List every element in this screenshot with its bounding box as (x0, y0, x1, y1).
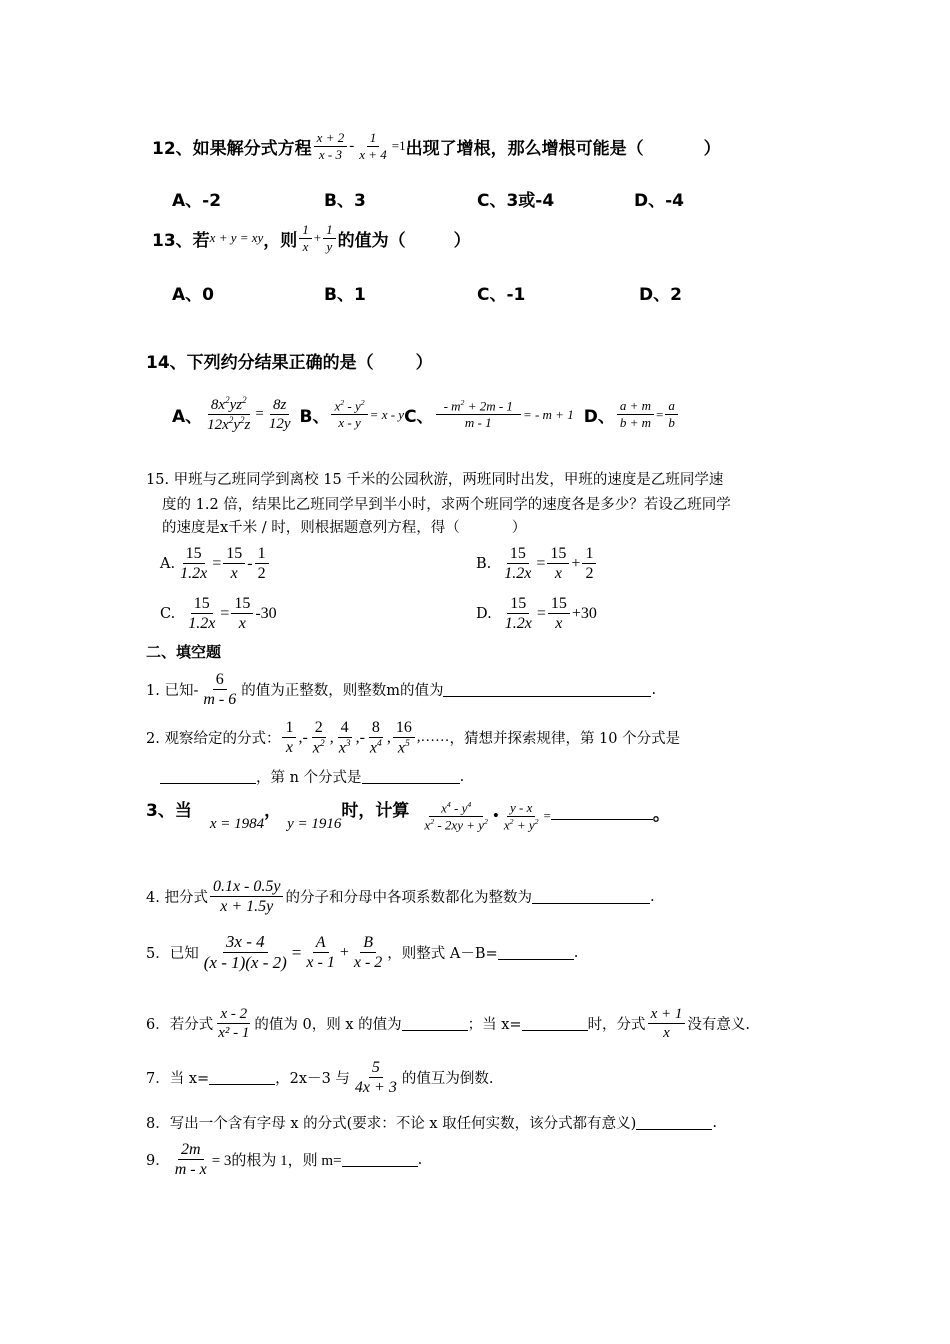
q15-option-b[interactable]: B. $\frac{15}{1.2x}$ = $\frac{15}{x}$ + $\frac{1}{2}$ (476, 544, 598, 583)
q13-option-a[interactable]: A、0 (172, 285, 214, 305)
fill-6-blank-1[interactable] (402, 1016, 468, 1031)
q14-stem (146, 348, 433, 373)
fill-7-mid: ，2x－3 与 (275, 1071, 350, 1088)
q15-line-3-text: 的速度是x千米 / 时，则根据题意列方程，得（ (162, 520, 460, 536)
fill-8 (146, 1112, 717, 1133)
fill-4 (146, 877, 655, 916)
fill-6-mid2: ；当 x= (467, 1017, 522, 1033)
fill-7-suffix: 的值互为倒数. (401, 1071, 494, 1088)
q14-close: ） (415, 353, 433, 373)
q14-option-c-lhs: $\frac{- m^2 + 2m - 1}{m - 1}$ (436, 398, 521, 431)
fill-5-fraction-lhs: $\frac{3x - 4}{(x - 1)(x - 2)}$ (203, 932, 287, 973)
q12-options (172, 186, 684, 211)
q12-fraction-2: $\frac{1}{x + 4}$ (359, 130, 387, 162)
q14-option-d-lhs: $\frac{a + m}{b + m}$ (617, 398, 654, 430)
fill-6-fraction-2: $\frac{x + 1}{x}$ (648, 1005, 686, 1042)
q13-prefix: 13、若 (152, 230, 210, 251)
fill-2-line2-text: ，第 n 个分式是 (256, 770, 362, 786)
q15-line-3 (162, 516, 526, 537)
fill-9 (146, 1140, 422, 1179)
q12-prefix: 12、如果解分式方程 (152, 138, 312, 159)
q13-close: ） (453, 230, 471, 251)
fill-5-end: . (573, 944, 579, 961)
q15-d-frac-2: $\frac{15}{x}$ (548, 594, 570, 633)
fill-1-fraction: $\frac{6}{m - 6}$ (203, 671, 237, 709)
fill-4-fraction: $\frac{0.1x - 0.5y}{x + 1.5y}$ (210, 877, 284, 916)
fill-6-blank-2[interactable] (522, 1016, 588, 1031)
q13-line (152, 222, 471, 254)
fill-9-blank[interactable] (342, 1152, 418, 1167)
fill-6-mid1: 的值为 0，则 x 的值为 (254, 1017, 402, 1033)
q14-stem-text: 14、下列约分结果正确的是（ (146, 353, 374, 373)
q15-c-frac-2: $\frac{15}{x}$ (231, 594, 253, 633)
fill-9-prefix: 9． (146, 1153, 170, 1170)
fill-2-term-1: $\frac{1}{x}$ (282, 718, 296, 757)
fill-3-prefix: 3、当 (146, 800, 192, 821)
dot-operator: • (492, 806, 499, 826)
fill-3-blank[interactable] (551, 805, 653, 820)
q14-option-b-lhs: $\frac{x^2 - y^2}{x - y}$ (331, 398, 367, 431)
fill-3-fraction-1: $\frac{x^4 - y^4}{x^2 - 2xy + y^2}$ (424, 800, 488, 833)
q13-plus: + (313, 230, 322, 246)
q13-mid: ，则 (263, 230, 298, 251)
fill-2-prefix: 2. 观察给定的分式： (146, 731, 281, 748)
fill-5-prefix: 5．已知 (146, 946, 199, 963)
q12-fraction-1: $\frac{x + 2}{x - 3}$ (314, 130, 348, 162)
fill-5-blank[interactable] (498, 945, 574, 960)
q15-option-c[interactable]: C. $\frac{15}{1.2x}$ = $\frac{15}{x}$ - 30 (160, 595, 277, 633)
fill-6-fraction-1: $\frac{x - 2}{\text{x² - 1}}$ (218, 1006, 250, 1041)
q15-b-frac-3: $\frac{1}{2}$ (582, 544, 596, 583)
fill-2: 2. 观察给定的分式： $\frac{1}{x}$ ,- $\frac{2}{x^2}$ , $\frac{4}{x^3}$ ,- $\frac{8}{x^4}$ , $\frac{16}{x^5}$ ,…… ，猜想并探索规律，第 10 个分式是 (146, 719, 681, 757)
fill-5-fraction-a: $\frac{A}{x - 1}$ (306, 934, 335, 972)
q15-line-1: 15. 甲班与乙班同学到离校 15 千米的公园秋游，两班同时出发，甲班的速度是乙班同学速 (146, 472, 724, 488)
fill-7 (146, 1058, 493, 1097)
fill-9-mid: = 3的根为 1，则 m= (211, 1153, 342, 1170)
fill-2-ellipsis: ,…… (416, 729, 450, 746)
fill-1 (146, 670, 656, 709)
fill-1-end: . (651, 681, 657, 698)
fill-1-prefix: 1. 已知- (146, 683, 199, 700)
section-title: 二、填空题 (146, 643, 222, 661)
q12-close: ） (703, 138, 721, 159)
q13-option-d[interactable]: D、2 (639, 285, 682, 305)
q15-a-frac-3: $\frac{1}{2}$ (255, 544, 269, 583)
fill-2-blank-2[interactable] (362, 769, 460, 784)
q12-option-c[interactable]: C、3或-4 (477, 191, 555, 211)
fill-3-end: 。 (652, 804, 670, 825)
q15-a-frac-2: $\frac{15}{x}$ (223, 544, 245, 583)
q14-option-a-rhs: $\frac{8z}{12y}$ (268, 397, 291, 432)
q13-suffix: 的值为（ (337, 230, 406, 251)
q15-option-d-label: D. (476, 605, 492, 622)
q14-option-a-label[interactable]: A、 (172, 407, 203, 427)
q15-option-a[interactable]: A. $\frac{15}{1.2x}$ = $\frac{15}{x}$ - $\frac{1}{2}$ (160, 544, 271, 583)
fill-4-blank[interactable] (532, 889, 650, 904)
fill-7-blank[interactable] (209, 1070, 275, 1085)
fill-2-end: . (459, 768, 465, 785)
fill-9-end: . (417, 1151, 423, 1168)
q15-option-d[interactable]: D. $\frac{15}{1.2x}$ = $\frac{15}{x}$ + 30 (476, 595, 597, 633)
q12-minus: - (349, 137, 355, 154)
q14-option-d-rhs: $\frac{a}{b}$ (665, 398, 678, 430)
q12-option-b[interactable]: B、3 (324, 191, 366, 211)
q12-line (152, 130, 721, 162)
q15-b-frac-1: $\frac{15}{1.2x}$ (504, 545, 532, 583)
fill-8-end: . (712, 1114, 717, 1131)
q14-option-a-lhs: $\frac{8x^2yz^2}{12x^2y^2z}$ (207, 395, 251, 433)
q13-fraction-1: $\frac{1}{x}$ (299, 222, 312, 254)
fill-4-suffix: 的分子和分母中各项系数都化为整数为 (285, 890, 532, 907)
q14-option-b-label[interactable]: B、 (299, 407, 330, 427)
q14-option-c-rhs: = - m + 1 (522, 406, 574, 422)
fill-4-end: . (649, 888, 655, 905)
q13-option-b[interactable]: B、1 (324, 285, 366, 305)
fill-2-suffix: ，猜想并探索规律，第 10 个分式是 (449, 731, 681, 748)
fill-3-y-value: y = 1916 (287, 815, 342, 832)
fill-2-term-2: $\frac{2}{x^2}$ (312, 719, 325, 757)
q13-fraction-2: $\frac{1}{y}$ (323, 222, 336, 254)
fill-5: 5．已知 $\frac{3x - 4}{(x - 1)(x - 2)}$ = $\frac{A}{x - 1}$ + $\frac{B}{x - 2}$ ，则整式 A－B= . (146, 932, 579, 973)
q15-b-frac-2: $\frac{15}{x}$ (547, 544, 569, 583)
q13-option-c[interactable]: C、-1 (477, 285, 526, 305)
fill-7-prefix: 7．当 x= (146, 1071, 210, 1088)
q15-line-2: 度的 1.2 倍，结果比乙班同学早到半小时，求两个班同学的速度各是多少？若设乙班同学 (162, 497, 731, 513)
fill-2-term-3: $\frac{4}{x^3}$ (338, 719, 351, 757)
q14-option-b-rhs: = x - y (369, 406, 405, 422)
fill-1-suffix: 的值为正整数，则整数m的值为 (241, 683, 444, 700)
fill-2-term-4: $\frac{8}{x^4}$ (369, 719, 382, 757)
fill-3-fraction-2: $\frac{y - x}{x^2 + y^2}$ (503, 800, 539, 833)
q12-equals: =1 (391, 138, 406, 154)
fill-2-term-5: $\frac{16}{x^5}$ (393, 718, 415, 758)
fill-8-blank[interactable] (636, 1115, 712, 1130)
fill-3: 3、当 x = 1984 ， y = 1916 时，计算 $\frac{x^4 - y^4}{x^2 - 2xy + y^2}$ • $\frac{y - x}{x^2 + y^2}$ = 。 (146, 800, 670, 833)
q14-options: A、 $\frac{8x^2yz^2}{12x^2y^2z}$ = $\frac{8z}{12y}$ B、 $\frac{x^2 - y^2}{x - y}$ = x - y C、 $\frac{- m^2 + 2m - 1}{m - 1}$ = - m + 1 D、 $\frac{a + m}{b + m}$ = $\frac{a}{b}$ (172, 395, 680, 434)
fill-2-line-2 (160, 766, 464, 787)
q15-option-a-label: A. (160, 555, 176, 572)
fill-6-mid3: 时，分式 (587, 1017, 646, 1033)
q13-condition: x + y = xy (209, 230, 264, 246)
fill-4-prefix: 4. 把分式 (146, 890, 208, 907)
fill-6-prefix: 6．若分式 (146, 1017, 214, 1033)
q15-close: ） (511, 520, 527, 536)
q14-option-c-label[interactable]: C、 (404, 407, 434, 427)
q15-option-c-label: C. (160, 605, 176, 622)
q15-d-frac-1: $\frac{15}{1.2x}$ (504, 595, 532, 633)
fill-1-blank[interactable] (443, 682, 651, 697)
q12-option-d[interactable]: D、-4 (634, 191, 684, 211)
fill-3-x-value: x = 1984 (209, 815, 265, 832)
q15-c-frac-1: $\frac{15}{1.2x}$ (188, 595, 216, 633)
fill-6-suffix: 没有意义. (687, 1017, 750, 1033)
fill-7-fraction: $\frac{5}{4x + 3}$ (354, 1059, 397, 1097)
fill-8-text: 8．写出一个含有字母 x 的分式(要求：不论 x 取任何实数，该分式都有意义) (146, 1116, 637, 1132)
fill-2-blank-1[interactable] (160, 769, 256, 784)
q12-option-a[interactable]: A、-2 (172, 191, 222, 211)
q12-suffix: 出现了增根，那么增根可能是（ (405, 138, 644, 159)
fill-3-mid: 时，计算 (341, 800, 410, 821)
fill-5-fraction-b: $\frac{B}{x - 2}$ (353, 934, 383, 972)
fill-9-fraction: $\frac{2m}{m - x}$ (174, 1141, 207, 1179)
fill-6 (146, 1005, 750, 1042)
q15-a-frac-1: $\frac{15}{1.2x}$ (180, 545, 208, 583)
q13-options (172, 280, 682, 305)
q15-c-thirty: 30 (260, 604, 277, 622)
q15-option-b-label: B. (476, 555, 492, 572)
q14-option-d-label[interactable]: D、 (583, 407, 615, 427)
q15-d-thirty: 30 (580, 604, 597, 622)
fill-5-suffix: ，则整式 A－B= (387, 946, 498, 963)
